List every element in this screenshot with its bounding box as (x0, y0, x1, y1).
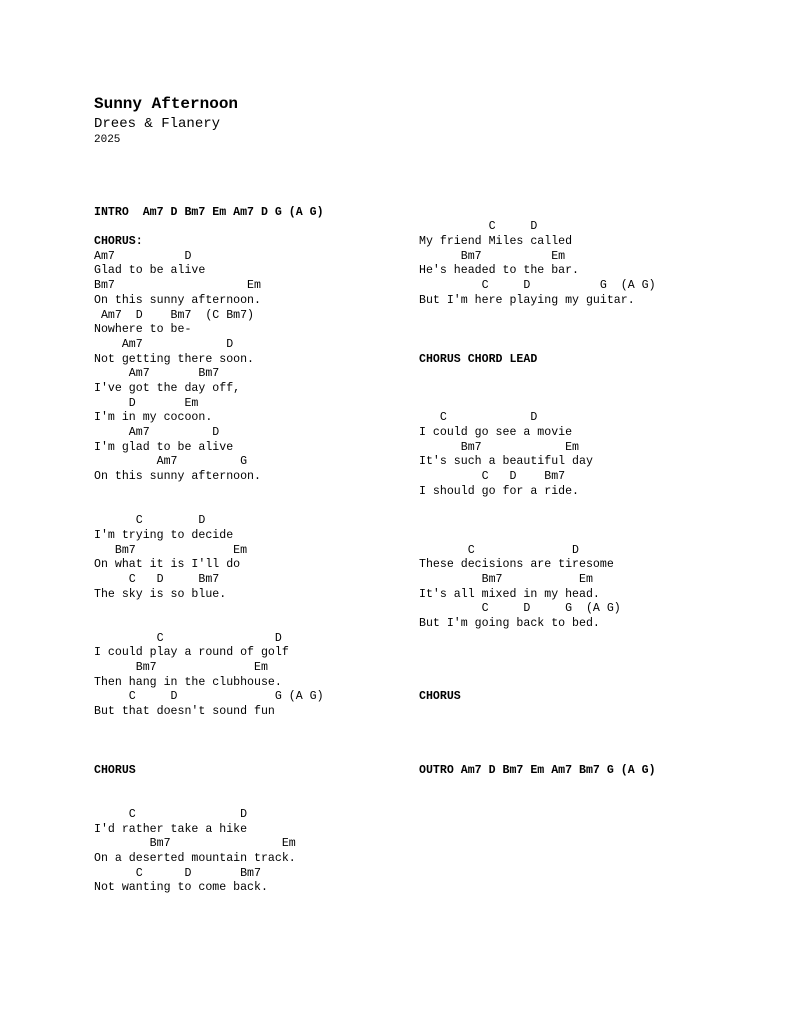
chord-line: C D Bm7 (94, 866, 261, 880)
chord-line: Am7 D Bm7 (C Bm7) (94, 308, 255, 322)
blank-line (94, 602, 404, 617)
song-artist: Drees & Flanery (94, 116, 221, 132)
chord-line: C D G (A G) (419, 279, 656, 293)
blank-line (419, 338, 719, 353)
chord-line: C D (419, 543, 580, 557)
blank-line (419, 734, 719, 749)
blank-line (419, 720, 719, 735)
blank-line (419, 382, 719, 397)
lyric-line: My friend Miles called (419, 235, 573, 249)
chord-line: Bm7 Em (94, 837, 296, 851)
blank-line (419, 646, 719, 661)
blank-line (419, 705, 719, 720)
blank-line (94, 191, 404, 206)
chord-line: Bm7 Em (419, 572, 593, 586)
right-lyrics-column (419, 191, 719, 779)
chord-line: Am7 D (94, 249, 192, 263)
blank-line (419, 749, 719, 764)
blank-line (94, 485, 404, 500)
blank-line (419, 514, 719, 529)
section-heading: CHORUS (419, 690, 461, 704)
chord-line: Bm7 Em (419, 249, 566, 263)
lyric-line: I'm glad to be alive (94, 440, 234, 454)
lyric-line: Glad to be alive (94, 264, 206, 278)
section-heading: OUTRO Am7 D Bm7 Em Am7 Bm7 G (A G) (419, 763, 656, 777)
section-heading: CHORUS CHORD LEAD (419, 352, 538, 366)
blank-line (419, 191, 719, 206)
blank-line (94, 499, 404, 514)
chord-line: Bm7 Em (94, 543, 248, 557)
lyric-line: I could play a round of golf (94, 646, 289, 660)
lyric-line: I'm trying to decide (94, 528, 234, 542)
blank-line (94, 793, 404, 808)
chord-line: D Em (94, 396, 199, 410)
lyric-line: The sky is so blue. (94, 587, 227, 601)
lyric-line: I've got the day off, (94, 381, 241, 395)
chord-line: Am7 Bm7 (94, 367, 220, 381)
lyric-line: These decisions are tiresome (419, 558, 614, 572)
blank-line (419, 676, 719, 691)
section-heading: CHORUS (94, 763, 136, 777)
chord-line: C D G (A G) (419, 602, 621, 616)
blank-line (94, 220, 404, 235)
lyric-line: But I'm going back to bed. (419, 616, 600, 630)
left-lyrics-column (94, 191, 404, 896)
lyric-line: Not getting there soon. (94, 352, 255, 366)
blank-line (419, 397, 719, 412)
blank-line (419, 632, 719, 647)
blank-line (94, 749, 404, 764)
chord-line: C D (94, 807, 248, 821)
chord-line: C D (94, 514, 206, 528)
lyric-line: He's headed to the bar. (419, 264, 580, 278)
chord-line: C D (94, 631, 282, 645)
chord-line: Am7 D (94, 337, 234, 351)
lyric-line: I'm in my cocoon. (94, 411, 213, 425)
lyric-line: I should go for a ride. (419, 484, 580, 498)
lyric-line: On what it is I'll do (94, 558, 241, 572)
lyric-line: It's all mixed in my head. (419, 587, 600, 601)
blank-line (419, 661, 719, 676)
blank-line (419, 323, 719, 338)
chord-line: Bm7 Em (94, 661, 268, 674)
blank-line (419, 529, 719, 544)
lyric-line: On this sunny afternoon. (94, 470, 261, 484)
chord-line: C D (419, 220, 538, 234)
lyric-line: I could go see a movie (419, 426, 573, 439)
song-title: Sunny Afternoon (94, 95, 239, 113)
lyric-line: But that doesn't sound fun (94, 705, 275, 719)
lyric-line: On this sunny afternoon. (94, 293, 261, 307)
chord-line: C D (419, 411, 538, 425)
chord-line: C D G (A G) (94, 690, 324, 704)
lyric-line: But I'm here playing my guitar. (419, 293, 635, 307)
chord-line: C D Bm7 (419, 470, 566, 484)
blank-line (94, 779, 404, 794)
lyric-line: I'd rather take a hike (94, 822, 248, 836)
blank-line (419, 367, 719, 382)
blank-line (419, 206, 719, 221)
chord-line: Bm7 Em (419, 440, 580, 454)
lyric-line: On a deserted mountain track. (94, 851, 296, 865)
chord-line: C D Bm7 (94, 572, 220, 586)
blank-line (419, 499, 719, 514)
song-year: 2025 (94, 134, 121, 146)
lyric-line: Not wanting to come back. (94, 881, 268, 895)
blank-line (419, 309, 719, 324)
section-heading: INTRO Am7 D Bm7 Em Am7 D G (A G) (94, 205, 324, 219)
blank-line (94, 617, 404, 632)
chord-line: Am7 D (94, 426, 220, 439)
lyric-line: Then hang in the clubhouse. (94, 675, 282, 689)
lyric-line: It's such a beautiful day (419, 455, 593, 469)
chord-line: Am7 G (94, 455, 248, 469)
blank-line (94, 734, 404, 749)
section-heading: CHORUS: (94, 235, 143, 249)
blank-line (94, 720, 404, 735)
lyric-line: Nowhere to be- (94, 323, 192, 337)
chord-line: Bm7 Em (94, 279, 261, 293)
